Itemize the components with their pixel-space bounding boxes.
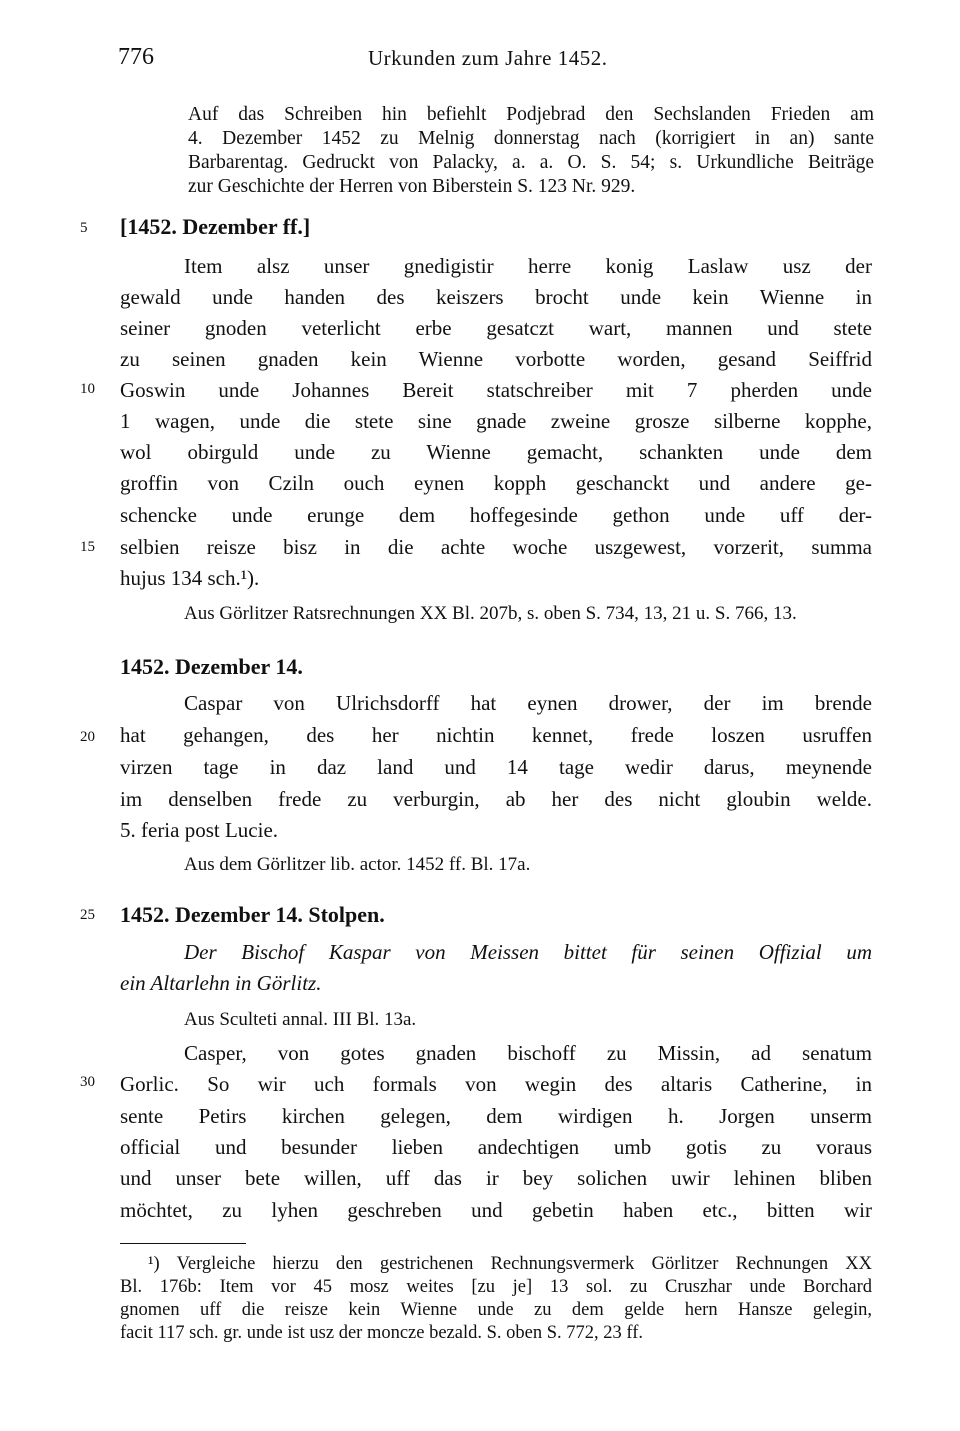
text-line: sente Petirs kirchen gelegen, dem wirdigen h. Jorgen unserm bbox=[120, 1104, 872, 1128]
text-line: hat gehangen, des her nichtin kennet, frede loszen usruffen bbox=[120, 723, 872, 747]
page-number: 776 bbox=[118, 44, 154, 70]
summary-line: ein Altarlehn in Görlitz. bbox=[120, 971, 322, 995]
text-line: seiner gnoden veterlicht erbe gesatczt wart, mannen und stete bbox=[120, 316, 872, 340]
running-title: Urkunden zum Jahre 1452. bbox=[368, 46, 608, 70]
intro-note-line: 4. Dezember 1452 zu Melnig donnerstag nach (korrigiert in an) sante bbox=[188, 128, 874, 149]
text-line: wol obirguld unde zu Wienne gemacht, schankten unde dem bbox=[120, 440, 872, 464]
line-number: 30 bbox=[80, 1074, 95, 1090]
line-number: 20 bbox=[80, 729, 95, 745]
text-line: official und besunder lieben andechtigen umb gotis zu voraus bbox=[120, 1135, 872, 1159]
text-line: Gorlic. So wir uch formals von wegin des altaris Catherine, in bbox=[120, 1072, 872, 1096]
text-line: 5. feria post Lucie. bbox=[120, 818, 279, 842]
intro-note-line: zur Geschichte der Herren von Biberstein S. 123 Nr. 929. bbox=[188, 176, 636, 197]
text-line: möchtet, zu lyhen geschreben und gebetin haben etc., bitten wir bbox=[120, 1198, 872, 1222]
footnote-line: Bl. 176b: Item vor 45 mosz weites [zu je] 13 sol. zu Cruszhar unde Borchard bbox=[120, 1277, 872, 1297]
text-line: Casper, von gotes gnaden bischoff zu Missin, ad senatum bbox=[184, 1041, 872, 1065]
line-number: 15 bbox=[80, 539, 95, 555]
text-line: hujus 134 sch.¹). bbox=[120, 566, 260, 590]
entry-heading: [1452. Dezember ff.] bbox=[120, 214, 311, 239]
text-line: Goswin unde Johannes Bereit statschreiber mit 7 pherden unde bbox=[120, 378, 872, 402]
line-number: 5 bbox=[80, 220, 88, 236]
source-citation: Aus Görlitzer Ratsrechnungen XX Bl. 207b, s. oben S. 734, 13, 21 u. S. 766, 13. bbox=[184, 603, 797, 624]
line-number: 10 bbox=[80, 381, 95, 397]
text-line: im denselben frede zu verburgin, ab her des nicht gloubin welde. bbox=[120, 787, 872, 811]
line-number: 25 bbox=[80, 907, 95, 923]
summary-line: Der Bischof Kaspar von Meissen bittet für seinen Offizial um bbox=[184, 940, 872, 964]
footnote-line: gnomen uff die reisze kein Wienne unde zu dem gelde hern Hansze gelegin, bbox=[120, 1300, 872, 1320]
text-line: gewald unde handen des keiszers brocht unde kein Wienne in bbox=[120, 285, 872, 309]
text-line: groffin von Cziln ouch eynen kopph geschanckt und andere ge- bbox=[120, 471, 872, 495]
footnote-line: ¹) Vergleiche hierzu den gestrichenen Rechnungsvermerk Görlitzer Rechnungen XX bbox=[148, 1254, 872, 1274]
text-line: und unser bete willen, uff das ir bey solichen uwir lehinen bliben bbox=[120, 1166, 872, 1190]
source-citation: Aus dem Görlitzer lib. actor. 1452 ff. Bl. 17a. bbox=[184, 854, 531, 875]
entry-heading: 1452. Dezember 14. Stolpen. bbox=[120, 902, 385, 927]
text-line: schencke unde erunge dem hoffegesinde gethon unde uff der- bbox=[120, 503, 872, 527]
text-line: selbien reisze bisz in die achte woche uszgewest, vorzerit, summa bbox=[120, 535, 872, 559]
entry-heading: 1452. Dezember 14. bbox=[120, 654, 303, 679]
text-line: zu seinen gnaden kein Wienne vorbotte worden, gesand Seiffrid bbox=[120, 347, 872, 371]
footnote-rule bbox=[120, 1243, 246, 1244]
text-line: Caspar von Ulrichsdorff hat eynen drower, der im brende bbox=[184, 691, 872, 715]
text-line: virzen tage in daz land und 14 tage wedir darus, meynende bbox=[120, 755, 872, 779]
text-line: 1 wagen, unde die stete sine gnade zweine grosze silberne kopphe, bbox=[120, 409, 872, 433]
text-line: Item alsz unser gnedigistir herre konig Laslaw usz der bbox=[184, 254, 872, 278]
source-citation: Aus Sculteti annal. III Bl. 13a. bbox=[184, 1009, 417, 1030]
intro-note-line: Auf das Schreiben hin befiehlt Podjebrad den Sechslanden Frieden am bbox=[188, 104, 874, 125]
footnote-line: facit 117 sch. gr. unde ist usz der moncze bezald. S. oben S. 772, 23 ff. bbox=[120, 1323, 644, 1343]
intro-note-line: Barbarentag. Gedruckt von Palacky, a. a. O. S. 54; s. Urkundliche Beiträge bbox=[188, 152, 874, 173]
